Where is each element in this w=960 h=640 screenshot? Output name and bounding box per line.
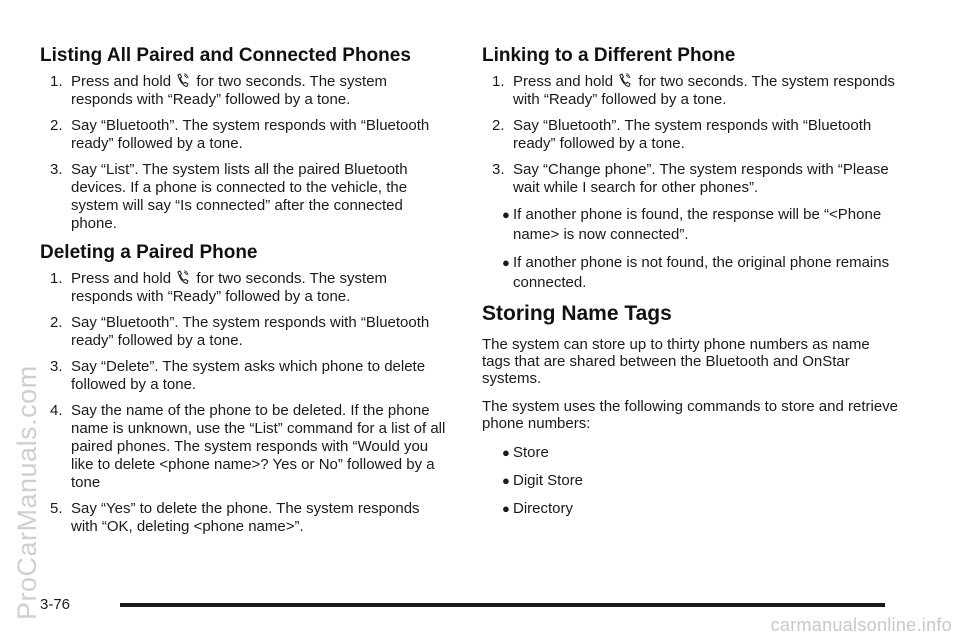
step-number: 3. [50, 358, 63, 375]
right-column [482, 44, 902, 527]
bullet-text: If another phone is found, the response will be “<Phone name> is now connected”. [513, 206, 882, 243]
command-list [482, 443, 902, 519]
section-listing-phones [40, 44, 450, 233]
step-text-after: for two seconds. The system responds with “Ready” followed by a tone. [71, 73, 388, 108]
step-item [40, 358, 450, 394]
site-watermark: carmanualsonline.info [770, 615, 952, 635]
step-number: 4. [50, 402, 63, 419]
step-number: 2. [50, 117, 63, 134]
step-number: 2. [50, 314, 63, 331]
command-item [482, 499, 902, 519]
command-item [482, 471, 902, 491]
bullet-mark: ● [502, 501, 510, 516]
step-item [482, 117, 902, 153]
step-text-after: for two seconds. The system responds with “Ready” followed by a tone. [71, 270, 388, 305]
body-paragraph: The system uses the following commands to store and retrieve phone numbers: [482, 398, 899, 432]
voice-phone-icon [177, 73, 189, 88]
step-text-after: for two seconds. The system responds with “Ready” followed by a tone. [513, 73, 895, 108]
step-text: Say “List”. The system lists all the paired Bluetooth devices. If a phone is connected to the vehicle, the system will say “Is connected” after the connected phone. [71, 161, 408, 232]
step-text-before: Press and hold [71, 270, 172, 287]
step-number: 1. [50, 73, 63, 90]
step-number: 1. [50, 270, 63, 287]
section-storing-name-tags [482, 301, 902, 519]
command-text: Store [513, 444, 549, 461]
step-item [40, 270, 450, 306]
step-text: Say “Delete”. The system asks which phone to delete followed by a tone. [71, 358, 426, 393]
command-text: Digit Store [513, 472, 584, 489]
step-item [40, 402, 450, 492]
body-paragraph: The system can store up to thirty phone numbers as name tags that are shared between the Bluetooth and OnStar systems. [482, 336, 870, 387]
side-watermark: ProCarManuals.com [12, 365, 42, 620]
step-number: 5. [50, 500, 63, 517]
step-text: Say “Bluetooth”. The system responds with “Bluetooth ready” followed by a tone. [71, 314, 430, 349]
step-text: Say “Yes” to delete the phone. The system responds with “OK, deleting <phone name>”. [71, 500, 420, 535]
footer-rule [120, 603, 885, 607]
section-heading: Listing All Paired and Connected Phones [40, 45, 411, 66]
step-list [482, 73, 902, 197]
voice-phone-icon [177, 270, 189, 285]
step-text: Say “Bluetooth”. The system responds with “Bluetooth ready” followed by a tone. [513, 117, 872, 152]
step-list [40, 73, 450, 233]
step-text: Say “Change phone”. The system responds with “Please wait while I search for other phones”. [513, 161, 889, 196]
step-text: Say the name of the phone to be deleted. If the phone name is unknown, use the “List” command for a list of all paired phones. The system responds with “Would you like to delete <phone name>? Yes or No” followed by a tone [71, 402, 446, 491]
page-number: 3-76 [40, 596, 71, 613]
section-heading: Deleting a Paired Phone [40, 242, 258, 263]
step-text-before: Press and hold [513, 73, 614, 90]
bullet-item [482, 205, 902, 245]
step-item [482, 73, 902, 109]
voice-phone-icon [619, 73, 631, 88]
step-item [40, 314, 450, 350]
bullet-mark: ● [502, 473, 510, 488]
bullet-item [482, 253, 902, 293]
step-item [40, 73, 450, 109]
section-linking-phone [482, 44, 902, 293]
step-text: Say “Bluetooth”. The system responds with “Bluetooth ready” followed by a tone. [71, 117, 430, 152]
left-column [40, 44, 450, 544]
section-heading: Storing Name Tags [482, 302, 672, 325]
bullet-text: If another phone is not found, the original phone remains connected. [513, 254, 890, 291]
section-heading: Linking to a Different Phone [482, 45, 736, 66]
step-number: 1. [492, 73, 505, 90]
section-deleting-phone [40, 241, 450, 536]
result-bullet-list [482, 205, 902, 293]
step-item [40, 117, 450, 153]
step-item [40, 500, 450, 536]
step-number: 3. [50, 161, 63, 178]
command-text: Directory [513, 500, 574, 517]
step-item [40, 161, 450, 233]
step-number: 3. [492, 161, 505, 178]
bullet-mark: ● [502, 445, 510, 460]
step-list [40, 270, 450, 536]
bullet-mark: ● [502, 207, 510, 222]
command-item [482, 443, 902, 463]
step-item [482, 161, 902, 197]
step-text-before: Press and hold [71, 73, 172, 90]
step-number: 2. [492, 117, 505, 134]
bullet-mark: ● [502, 255, 510, 270]
